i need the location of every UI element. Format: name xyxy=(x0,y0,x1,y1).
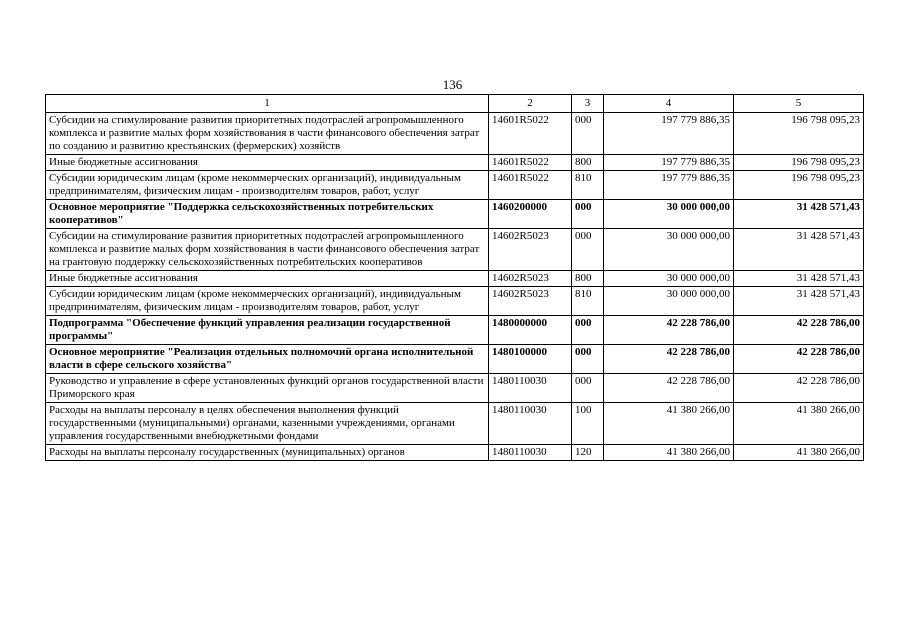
row-code: 14602R5023 xyxy=(489,229,572,271)
table-row xyxy=(46,229,864,271)
row-code: 1480110030 xyxy=(489,374,572,403)
row-code: 14601R5022 xyxy=(489,155,572,171)
header-cell: 4 xyxy=(604,95,734,113)
row-name: Расходы на выплаты персоналу в целях обеспечения выполнения функций государственными (муниципальными) органами, казенными учреждениями, органами управления государственными внебюджетными фондами xyxy=(46,403,489,445)
row-amount-col5: 196 798 095,23 xyxy=(734,113,864,155)
row-code: 1480000000 xyxy=(489,316,572,345)
row-expense-kind: 000 xyxy=(572,316,604,345)
table-row xyxy=(46,200,864,229)
row-code: 14601R5022 xyxy=(489,171,572,200)
row-name: Руководство и управление в сфере установленных функций органов государственной власти Приморского края xyxy=(46,374,489,403)
row-amount-col5: 42 228 786,00 xyxy=(734,316,864,345)
row-amount-col4: 30 000 000,00 xyxy=(604,229,734,271)
row-amount-col5: 31 428 571,43 xyxy=(734,200,864,229)
row-expense-kind: 800 xyxy=(572,155,604,171)
row-code: 1460200000 xyxy=(489,200,572,229)
row-code: 1480100000 xyxy=(489,345,572,374)
table-row xyxy=(46,345,864,374)
row-amount-col4: 42 228 786,00 xyxy=(604,374,734,403)
header-cell: 3 xyxy=(572,95,604,113)
row-expense-kind: 100 xyxy=(572,403,604,445)
budget-table xyxy=(45,94,864,461)
row-amount-col5: 31 428 571,43 xyxy=(734,287,864,316)
table-row xyxy=(46,445,864,461)
row-amount-col5: 42 228 786,00 xyxy=(734,374,864,403)
header-cell: 1 xyxy=(46,95,489,113)
row-name: Субсидии юридическим лицам (кроме некоммерческих организаций), индивидуальным предпринимателям, физическим лицам - производителям товаров, работ, услуг xyxy=(46,171,489,200)
row-expense-kind: 120 xyxy=(572,445,604,461)
row-code: 1480110030 xyxy=(489,445,572,461)
table-row xyxy=(46,271,864,287)
row-name: Иные бюджетные ассигнования xyxy=(46,271,489,287)
row-amount-col4: 30 000 000,00 xyxy=(604,287,734,316)
table-row xyxy=(46,316,864,345)
row-amount-col4: 41 380 266,00 xyxy=(604,445,734,461)
table-body xyxy=(46,113,864,461)
row-code: 14602R5023 xyxy=(489,271,572,287)
row-name: Субсидии на стимулирование развития приоритетных подотраслей агропромышленного комплекса и развитие малых форм хозяйствования в части финансового обеспечения затрат на грантовую поддержку сельскохозяйственных потребительских кооперативов xyxy=(46,229,489,271)
row-name: Основное мероприятие "Реализация отдельных полномочий органа исполнительной власти в сфере сельского хозяйства" xyxy=(46,345,489,374)
row-code: 1480110030 xyxy=(489,403,572,445)
table-row xyxy=(46,374,864,403)
table-row xyxy=(46,403,864,445)
row-code: 14602R5023 xyxy=(489,287,572,316)
row-amount-col4: 30 000 000,00 xyxy=(604,200,734,229)
row-amount-col5: 41 380 266,00 xyxy=(734,445,864,461)
table-row xyxy=(46,287,864,316)
row-name: Субсидии юридическим лицам (кроме некоммерческих организаций), индивидуальным предпринимателям, физическим лицам - производителям товаров, работ, услуг xyxy=(46,287,489,316)
header-cell: 5 xyxy=(734,95,864,113)
row-amount-col5: 31 428 571,43 xyxy=(734,271,864,287)
row-amount-col5: 196 798 095,23 xyxy=(734,171,864,200)
row-expense-kind: 000 xyxy=(572,229,604,271)
row-expense-kind: 000 xyxy=(572,113,604,155)
row-name: Подпрограмма "Обеспечение функций управления реализации государственной программы" xyxy=(46,316,489,345)
page-number: 136 xyxy=(442,77,463,92)
row-expense-kind: 810 xyxy=(572,287,604,316)
table-row xyxy=(46,171,864,200)
row-amount-col4: 197 779 886,35 xyxy=(604,155,734,171)
row-amount-col4: 41 380 266,00 xyxy=(604,403,734,445)
row-amount-col4: 30 000 000,00 xyxy=(604,271,734,287)
row-amount-col5: 42 228 786,00 xyxy=(734,345,864,374)
row-amount-col4: 42 228 786,00 xyxy=(604,345,734,374)
row-amount-col5: 31 428 571,43 xyxy=(734,229,864,271)
row-expense-kind: 000 xyxy=(572,200,604,229)
row-amount-col5: 196 798 095,23 xyxy=(734,155,864,171)
row-amount-col4: 42 228 786,00 xyxy=(604,316,734,345)
row-amount-col5: 41 380 266,00 xyxy=(734,403,864,445)
row-amount-col4: 197 779 886,35 xyxy=(604,113,734,155)
table-header-row xyxy=(46,95,864,113)
row-amount-col4: 197 779 886,35 xyxy=(604,171,734,200)
table-row xyxy=(46,113,864,155)
row-expense-kind: 000 xyxy=(572,345,604,374)
header-cell: 2 xyxy=(489,95,572,113)
row-name: Расходы на выплаты персоналу государственных (муниципальных) органов xyxy=(46,445,489,461)
row-expense-kind: 000 xyxy=(572,374,604,403)
row-code: 14601R5022 xyxy=(489,113,572,155)
row-name: Субсидии на стимулирование развития приоритетных подотраслей агропромышленного комплекса и развитие малых форм хозяйствования в части финансового обеспечения затрат по созданию и развитию крестьянских (фермерских) хозяйств xyxy=(46,113,489,155)
row-expense-kind: 810 xyxy=(572,171,604,200)
row-expense-kind: 800 xyxy=(572,271,604,287)
table-row xyxy=(46,155,864,171)
row-name: Иные бюджетные ассигнования xyxy=(46,155,489,171)
row-name: Основное мероприятие "Поддержка сельскохозяйственных потребительских кооперативов" xyxy=(46,200,489,229)
